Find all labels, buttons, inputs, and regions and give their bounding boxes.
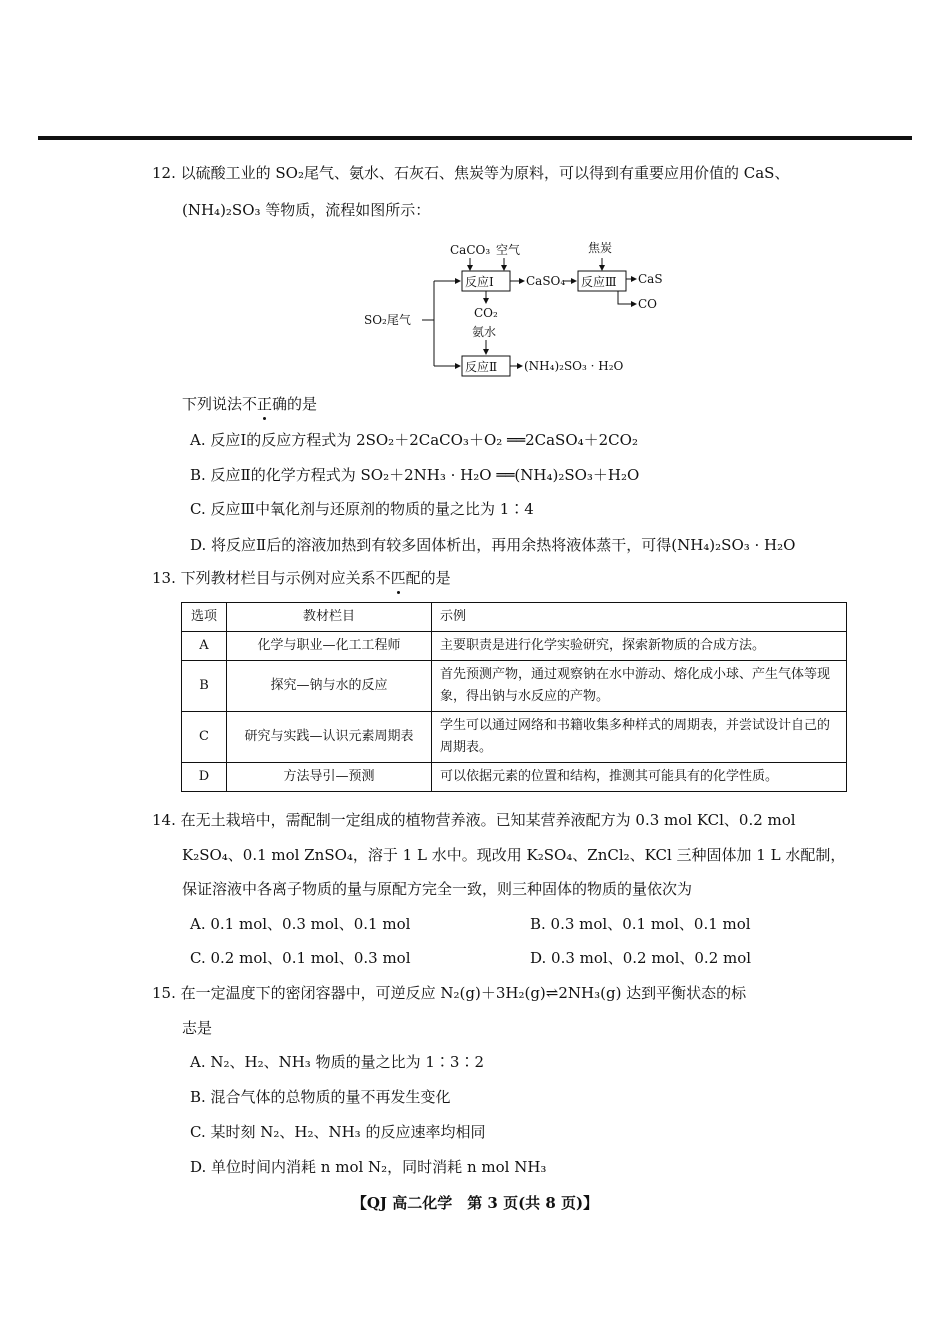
table-cell: 方法导引—预测 (227, 763, 432, 792)
q14-line2: K₂SO₄、0.1 mol ZnSO₄，溶于 1 L 水中。现改用 K₂SO₄、ZnCl₂、KCl 三种固体加 1 L 水配制， (182, 846, 846, 864)
table-row (182, 661, 847, 712)
table-cell: B (182, 661, 227, 712)
label-co2: CO₂ (474, 306, 498, 320)
label-caso4: CaSO₄ (526, 274, 566, 288)
page-footer: 【QJ 高二化学 第 3 页(共 8 页)】 (351, 1194, 599, 1212)
q15-option-b: B. 混合气体的总物质的量不再发生变化 (190, 1088, 451, 1106)
table-row (182, 712, 847, 763)
label-air: 空气 (496, 243, 521, 257)
label-reaction-3: 反应Ⅲ (581, 275, 617, 289)
table-row (182, 632, 847, 661)
q12-emphasis: 不正确 (242, 395, 288, 413)
table-header-cell: 选项 (182, 603, 227, 632)
label-reaction-1: 反应Ⅰ (465, 275, 494, 289)
q12-line1: 12. 以硫酸工业的 SO₂尾气、氨水、石灰石、焦炭等为原料，可以得到有重要应用价值的 CaS、 (152, 164, 790, 182)
table-cell: 首先预测产物，通过观察钠在水中游动、熔化成小球、产生气体等现象，得出钠与水反应的产物。 (432, 661, 847, 712)
table-row (182, 763, 847, 792)
q12-option-d: D. 将反应Ⅱ后的溶液加热到有较多固体析出，再用余热将液体蒸干，可得(NH₄)₂SO₃ · H₂O (190, 536, 796, 554)
q13-emphasis: 不匹配 (375, 569, 421, 587)
label-coke: 焦炭 (588, 241, 613, 255)
q12-line2: (NH₄)₂SO₃ 等物质，流程如图所示： (182, 201, 431, 219)
table-cell: 化学与职业—化工工程师 (227, 632, 432, 661)
table-cell: D (182, 763, 227, 792)
table-cell: 可以依据元素的位置和结构，推测其可能具有的化学性质。 (432, 763, 847, 792)
label-product: (NH₄)₂SO₃ · H₂O (524, 359, 624, 373)
q14-option-a: A. 0.1 mol、0.3 mol、0.1 mol (190, 915, 411, 933)
label-ammonia: 氨水 (472, 325, 497, 339)
q14-option-b: B. 0.3 mol、0.1 mol、0.1 mol (530, 915, 751, 933)
q12-option-a: A. 反应Ⅰ的反应方程式为 2SO₂＋2CaCO₃＋O₂ ══2CaSO₄＋2CO₂ (190, 431, 638, 449)
q12-option-c: C. 反应Ⅲ中氧化剂与还原剂的物质的量之比为 1∶4 (190, 500, 534, 518)
q14-line3: 保证溶液中各离子物质的量与原配方完全一致，则三种固体的物质的量依次为 (182, 880, 693, 898)
q12-option-b: B. 反应Ⅱ的化学方程式为 SO₂＋2NH₃ · H₂O ══(NH₄)₂SO₃＋H₂O (190, 466, 640, 484)
label-cas: CaS (638, 272, 663, 286)
q15-option-d: D. 单位时间内消耗 n mol N₂，同时消耗 n mol NH₃ (190, 1158, 547, 1176)
table-header-cell: 教材栏目 (227, 603, 432, 632)
table-cell: A (182, 632, 227, 661)
q14-option-d: D. 0.3 mol、0.2 mol、0.2 mol (530, 949, 752, 967)
table-header-row (182, 603, 847, 632)
table-cell: 主要职责是进行化学实验研究，探索新物质的合成方法。 (432, 632, 847, 661)
q15-option-c: C. 某时刻 N₂、H₂、NH₃ 的反应速率均相同 (190, 1123, 486, 1141)
table-cell: 探究—钠与水的反应 (227, 661, 432, 712)
table-cell: C (182, 712, 227, 763)
label-reaction-2: 反应Ⅱ (465, 360, 498, 374)
q14-line1: 14. 在无土栽培中，需配制一定组成的植物营养液。已知某营养液配方为 0.3 mol KCl、0.2 mol (152, 811, 796, 829)
q12-stem: 下列说法不正确的是 (182, 395, 318, 413)
label-co: CO (638, 297, 658, 311)
table-cell: 研究与实践—认识元素周期表 (227, 712, 432, 763)
q15-line1: 15. 在一定温度下的密闭容器中，可逆反应 N₂(g)＋3H₂(g)⇌2NH₃(g) 达到平衡状态的标 (152, 984, 747, 1002)
q15-option-a: A. N₂、H₂、NH₃ 物质的量之比为 1∶3∶2 (190, 1053, 484, 1071)
label-so2: SO₂尾气 (364, 313, 411, 327)
q14-option-c: C. 0.2 mol、0.1 mol、0.3 mol (190, 949, 411, 967)
label-caco3: CaCO₃ (450, 243, 491, 257)
q13-stem: 13. 下列教材栏目与示例对应关系不匹配的是 (152, 569, 451, 587)
q13-table (181, 602, 847, 792)
table-cell: 学生可以通过网络和书籍收集多种样式的周期表，并尝试设计自己的周期表。 (432, 712, 847, 763)
q12-flow-diagram (350, 232, 680, 382)
table-header-cell: 示例 (432, 603, 847, 632)
q15-line2: 志是 (182, 1019, 213, 1037)
header-rule (38, 136, 912, 140)
